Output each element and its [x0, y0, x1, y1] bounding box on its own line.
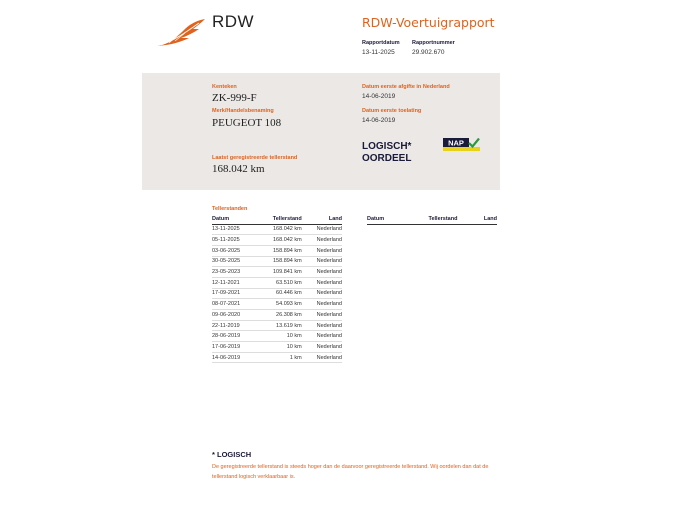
- reading-value: 158.894 km: [259, 256, 302, 267]
- reading-value: 54.093 km: [259, 299, 302, 310]
- reading-value: 63.510 km: [259, 277, 302, 288]
- reading-date: 22-11-2019: [212, 320, 259, 331]
- nap-check-icon: [443, 138, 480, 151]
- table-row: [212, 267, 342, 278]
- table-row: [212, 224, 342, 235]
- table-row: [212, 320, 342, 331]
- column-header-reading-continued: Tellerstand: [414, 215, 458, 224]
- reading-country: Nederland: [302, 277, 342, 288]
- reading-value: 60.446 km: [259, 288, 302, 299]
- vehicle-summary-panel: [142, 73, 500, 190]
- reading-country: Nederland: [302, 235, 342, 246]
- reading-value: 13.619 km: [259, 320, 302, 331]
- make-label: Merk/Handelsbenaming: [212, 108, 274, 114]
- report-number-label: Rapportnummer: [412, 40, 455, 46]
- plate-value: ZK-999-F: [212, 92, 257, 104]
- footnote-text: De geregistreerde tellerstand is steeds hoger dan de daarvoor geregistreerde tellerstand. Wij oordelen dan dat de tellerstand logisch verklaarbaar is.: [212, 464, 489, 480]
- table-row: [212, 310, 342, 321]
- table-row: [212, 245, 342, 256]
- first-admission-nl-label: Datum eerste afgifte in Nederland: [362, 84, 450, 90]
- readings-header-row-continued: [367, 215, 497, 224]
- reading-date: 12-11-2021: [212, 277, 259, 288]
- reading-value: 168.042 km: [259, 235, 302, 246]
- reading-country: Nederland: [302, 256, 342, 267]
- table-row: [212, 235, 342, 246]
- first-admission-nl-value: 14-06-2019: [362, 93, 396, 100]
- report-date-value: 13-11-2025: [362, 49, 395, 56]
- reading-date: 08-07-2021: [212, 299, 259, 310]
- last-reading-value: 168.042 km: [212, 163, 265, 175]
- reading-date: 17-09-2021: [212, 288, 259, 299]
- column-header-country: Land: [302, 215, 342, 224]
- reading-value: 109.841 km: [259, 267, 302, 278]
- reading-value: 10 km: [259, 342, 302, 353]
- table-row: [212, 299, 342, 310]
- reading-country: Nederland: [302, 299, 342, 310]
- reading-country: Nederland: [302, 310, 342, 321]
- column-header-reading: Tellerstand: [259, 215, 302, 224]
- report-number-block: [412, 40, 455, 56]
- reading-country: Nederland: [302, 320, 342, 331]
- reading-country: Nederland: [302, 267, 342, 278]
- table-row: [212, 342, 342, 353]
- readings-section-title: Tellerstanden: [212, 206, 248, 212]
- reading-date: 30-05-2025: [212, 256, 259, 267]
- reading-country: Nederland: [302, 331, 342, 342]
- readings-table: [212, 215, 342, 363]
- table-row: [212, 277, 342, 288]
- table-row: [212, 331, 342, 342]
- first-admission-value: 14-06-2019: [362, 117, 396, 124]
- column-header-country-continued: Land: [457, 215, 497, 224]
- make-value: PEUGEOT 108: [212, 117, 282, 129]
- plate-label: Kenteken: [212, 84, 237, 90]
- table-row: [212, 352, 342, 363]
- readings-header-row: [212, 215, 342, 224]
- reading-country: Nederland: [302, 288, 342, 299]
- reading-value: 10 km: [259, 331, 302, 342]
- table-row: [212, 288, 342, 299]
- reading-date: 03-06-2025: [212, 245, 259, 256]
- first-admission-label: Datum eerste toelating: [362, 108, 422, 114]
- report-number-value: 29.902.670: [412, 49, 445, 56]
- column-header-date: Datum: [212, 215, 259, 224]
- rdw-logo-icon: [155, 17, 207, 49]
- reading-country: Nederland: [302, 245, 342, 256]
- reading-date: 14-06-2019: [212, 352, 259, 363]
- table-row: [212, 256, 342, 267]
- reading-date: 13-11-2025: [212, 224, 259, 235]
- column-header-date-continued: Datum: [367, 215, 414, 224]
- nap-badge-text: NAP: [448, 138, 464, 148]
- report-date-label: Rapportdatum: [362, 40, 400, 46]
- report-date-block: [362, 40, 400, 56]
- footnote-title: * LOGISCH: [212, 450, 252, 459]
- reading-date: 28-06-2019: [212, 331, 259, 342]
- reading-date: 09-06-2020: [212, 310, 259, 321]
- readings-table-continued: [367, 215, 497, 225]
- reading-value: 26.308 km: [259, 310, 302, 321]
- last-reading-label: Laatst geregistreerde tellerstand: [212, 155, 298, 161]
- reading-country: Nederland: [302, 342, 342, 353]
- reading-value: 158.894 km: [259, 245, 302, 256]
- reading-date: 17-06-2019: [212, 342, 259, 353]
- reading-value: 168.042 km: [259, 224, 302, 235]
- reading-date: 23-05-2023: [212, 267, 259, 278]
- verdict: [362, 141, 411, 165]
- report-title: RDW-Voertuigrapport: [362, 15, 495, 30]
- panel-notch: [142, 180, 156, 190]
- reading-date: 05-11-2025: [212, 235, 259, 246]
- brand-name: RDW: [212, 12, 255, 31]
- verdict-line-1: LOGISCH*: [362, 141, 412, 152]
- verdict-line-2: OORDEEL: [362, 153, 412, 164]
- reading-country: Nederland: [302, 352, 342, 363]
- reading-value: 1 km: [259, 352, 302, 363]
- reading-country: Nederland: [302, 224, 342, 235]
